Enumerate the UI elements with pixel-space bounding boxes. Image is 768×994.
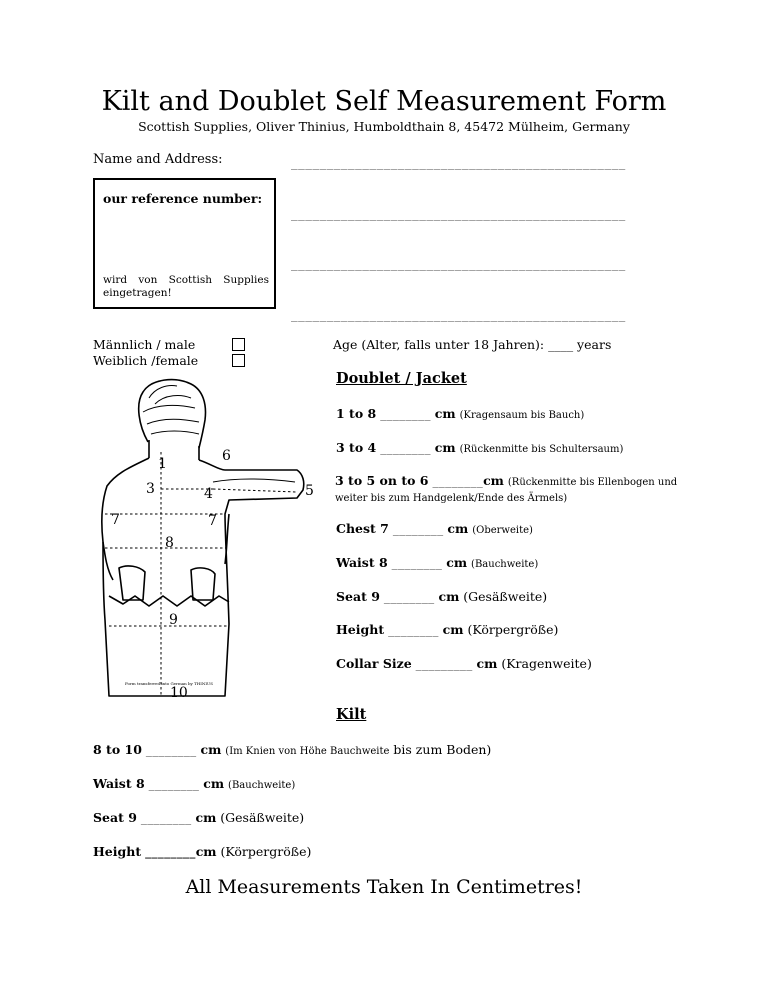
measurement-blank[interactable]: ________ bbox=[432, 477, 484, 488]
measurement-blank[interactable]: ________ bbox=[380, 444, 431, 455]
doublet-row-1-to-8 bbox=[336, 406, 584, 421]
marker-7-right: 7 bbox=[208, 513, 217, 529]
marker-3: 3 bbox=[146, 481, 155, 497]
kilt-row-seat bbox=[93, 810, 304, 825]
gender-male-label: Männlich / male bbox=[93, 337, 196, 352]
male-checkbox[interactable] bbox=[232, 338, 245, 351]
unit-label: cm bbox=[438, 589, 460, 604]
row-label: 8 to 10 bbox=[93, 742, 142, 757]
row-note: (Kragenweite) bbox=[501, 656, 592, 671]
kilt-heading: Kilt bbox=[336, 706, 367, 723]
sleeve-line bbox=[213, 489, 297, 492]
female-checkbox[interactable] bbox=[232, 354, 245, 367]
row-note: (Im Knien von Höhe Bauchweite bbox=[225, 746, 390, 757]
gender-female-label: Weiblich /female bbox=[93, 353, 199, 368]
reference-number-box bbox=[93, 178, 276, 309]
measurement-blank[interactable]: ________ bbox=[140, 814, 192, 825]
marker-7-left: 7 bbox=[111, 512, 120, 528]
row-note-continued: bis zum Boden) bbox=[393, 742, 492, 757]
doublet-row-collar bbox=[336, 656, 592, 671]
doublet-row-chest bbox=[336, 521, 533, 536]
page-title: Kilt and Doublet Self Measurement Form bbox=[101, 86, 667, 117]
marker-8: 8 bbox=[165, 535, 174, 551]
row-note: (Gesäßweite) bbox=[463, 589, 548, 604]
marker-5: 5 bbox=[305, 483, 314, 499]
row-label: Chest 7 bbox=[336, 521, 389, 536]
figure-credit: Form transferred into German by THINIUS bbox=[125, 681, 214, 686]
jacket-figure bbox=[95, 374, 327, 706]
row-note: (Kragensaum bis Bauch) bbox=[459, 410, 585, 421]
unit-label: cm bbox=[203, 776, 225, 791]
measurement-blank[interactable]: ________ bbox=[380, 410, 431, 421]
row-note: (Körpergröße) bbox=[467, 622, 559, 637]
measurement-blank[interactable]: ________ bbox=[383, 593, 435, 604]
kilt-row-8-to-10 bbox=[93, 742, 491, 757]
measurement-blank[interactable]: ________ bbox=[148, 780, 200, 791]
marker-6: 6 bbox=[222, 448, 231, 464]
doublet-row-3-to-5-on-to-6 bbox=[335, 474, 695, 506]
page-subtitle: Scottish Supplies, Oliver Thinius, Humboldthain 8, 45472 Mülheim, Germany bbox=[138, 119, 630, 134]
name-address-label: Name and Address: bbox=[93, 152, 223, 167]
kilt-row-height bbox=[93, 844, 311, 859]
unit-label: cm bbox=[442, 622, 464, 637]
row-label: Seat 9 bbox=[93, 810, 137, 825]
row-note: (Oberweite) bbox=[472, 525, 533, 536]
address-line-2[interactable]: _______________________________________________ bbox=[291, 208, 626, 221]
row-note: (Rückenmitte bis Schultersaum) bbox=[459, 444, 624, 455]
measurement-blank[interactable]: ________ bbox=[391, 559, 443, 570]
row-label: Height bbox=[336, 622, 385, 637]
measurement-blank[interactable]: ________ bbox=[392, 525, 444, 536]
unit-label: cm bbox=[434, 406, 456, 421]
neck bbox=[149, 440, 199, 460]
doublet-row-waist bbox=[336, 555, 538, 570]
head-outline bbox=[139, 380, 206, 448]
row-label: Height bbox=[93, 844, 142, 859]
doublet-row-seat bbox=[336, 589, 547, 604]
row-label: Waist 8 bbox=[93, 776, 145, 791]
jacket-back-illustration bbox=[95, 374, 327, 702]
row-note: (Bauchweite) bbox=[228, 780, 296, 791]
unit-label: cm bbox=[434, 440, 456, 455]
measurement-blank[interactable]: ________ bbox=[145, 848, 196, 859]
row-note: (Gesäßweite) bbox=[220, 810, 305, 825]
row-label: Waist 8 bbox=[336, 555, 388, 570]
unit-label: cm bbox=[195, 844, 217, 859]
unit-label: cm bbox=[447, 521, 469, 536]
doublet-row-3-to-4 bbox=[336, 440, 623, 455]
hair-strokes bbox=[143, 386, 199, 435]
age-field[interactable]: Age (Alter, falls unter 18 Jahren): ____ years bbox=[333, 337, 612, 352]
unit-label: cm bbox=[476, 656, 498, 671]
address-line-4[interactable]: _______________________________________________ bbox=[291, 309, 626, 322]
row-note: (Körpergröße) bbox=[220, 844, 312, 859]
unit-label: cm bbox=[195, 810, 217, 825]
kilt-row-waist bbox=[93, 776, 295, 791]
hem-zigzag bbox=[109, 596, 229, 606]
marker-4: 4 bbox=[204, 486, 213, 502]
pockets bbox=[119, 566, 215, 600]
unit-label: cm bbox=[200, 742, 222, 757]
measurement-blank[interactable]: ________ bbox=[145, 746, 197, 757]
marker-10: 10 bbox=[170, 685, 188, 701]
row-label: 3 to 5 on to 6 bbox=[335, 473, 429, 488]
row-label: Collar Size bbox=[336, 656, 412, 671]
unit-label: cm bbox=[446, 555, 468, 570]
measurement-blank[interactable]: _________ bbox=[415, 660, 473, 671]
address-line-1[interactable]: _______________________________________________ bbox=[291, 157, 626, 170]
footer-notice: All Measurements Taken In Centimetres! bbox=[185, 876, 583, 898]
reference-number-note: wird von Scottish Supplies eingetragen! bbox=[103, 274, 269, 299]
row-note: (Rückenmitte bis Ellenbogen und weiter bis zum Handgelenk/Ende des Ärmels) bbox=[335, 477, 678, 504]
row-label: 3 to 4 bbox=[336, 440, 377, 455]
unit-label: cm bbox=[483, 473, 504, 488]
marker-9: 9 bbox=[169, 612, 178, 628]
sleeve-crease bbox=[213, 479, 295, 482]
marker-1: 1 bbox=[158, 456, 167, 472]
row-note: (Bauchweite) bbox=[471, 559, 539, 570]
doublet-heading: Doublet / Jacket bbox=[336, 370, 467, 387]
row-label: 1 to 8 bbox=[336, 406, 377, 421]
row-label: Seat 9 bbox=[336, 589, 380, 604]
address-line-3[interactable]: _______________________________________________ bbox=[291, 258, 626, 271]
measurement-blank[interactable]: ________ bbox=[388, 626, 439, 637]
doublet-row-height bbox=[336, 622, 558, 637]
reference-number-title: our reference number: bbox=[103, 191, 263, 206]
